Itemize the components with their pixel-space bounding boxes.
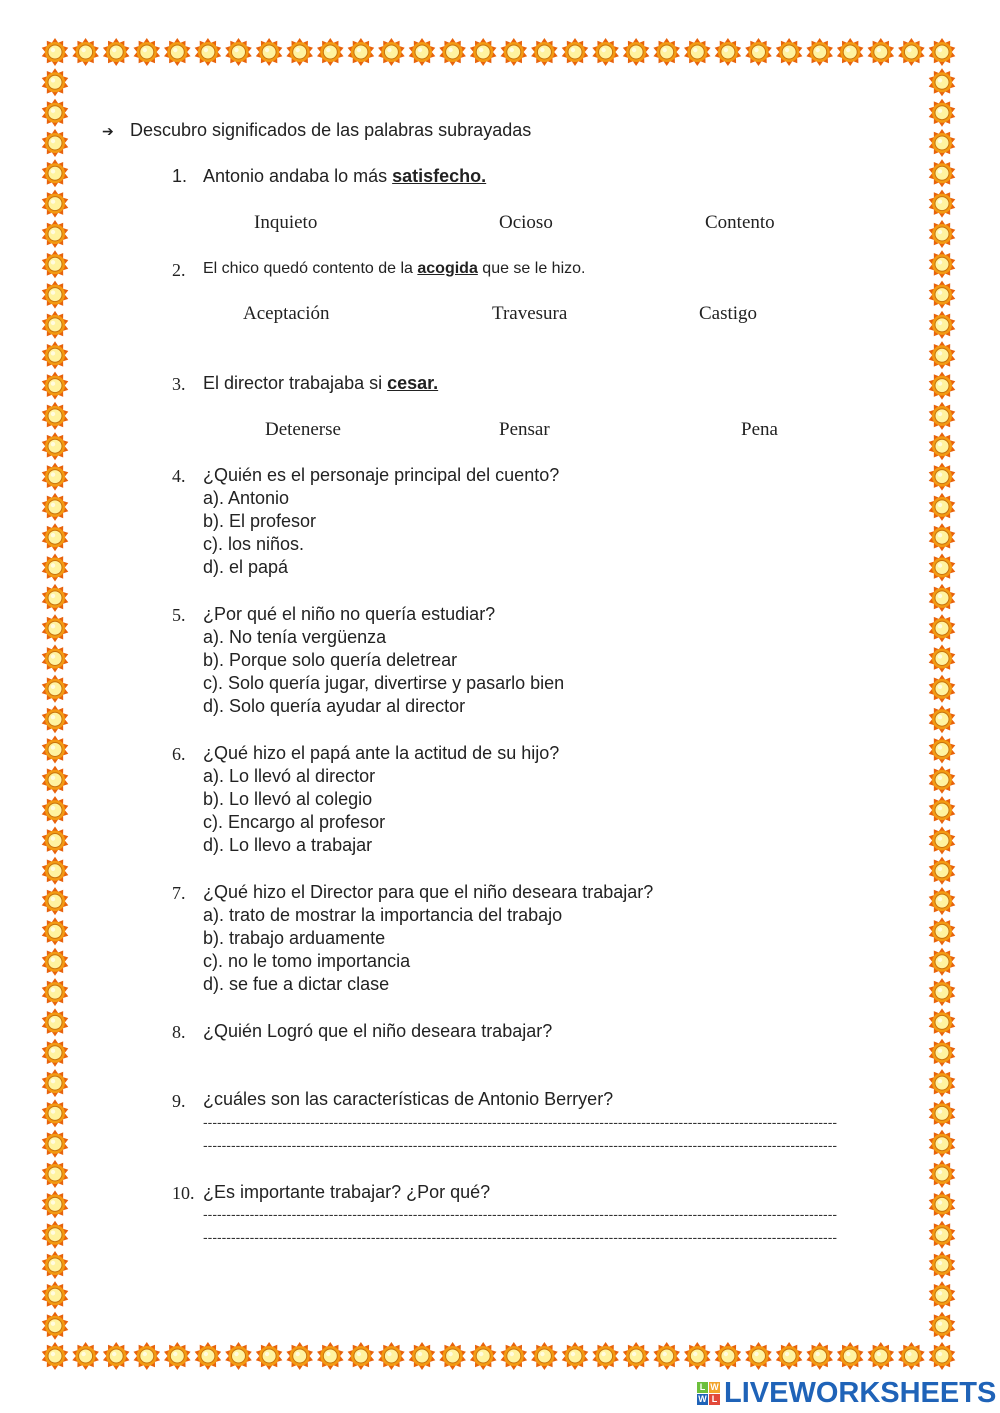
sun-icon <box>378 38 405 66</box>
sun-icon <box>42 1130 69 1158</box>
liveworksheets-logo[interactable] <box>697 1378 996 1408</box>
sun-icon <box>929 857 956 885</box>
sun-icon <box>929 796 956 824</box>
sun-icon <box>592 1342 619 1370</box>
answer-line: ---------------------------------------------------------------------------------------------------------------------------------------- <box>203 1229 838 1245</box>
sun-icon <box>592 38 619 66</box>
underlined-word: cesar. <box>387 373 439 393</box>
answer-option: a). No tenía vergüenza <box>203 627 387 647</box>
answer-option: c). los niños. <box>203 534 305 554</box>
sun-icon <box>103 38 130 66</box>
sun-icon <box>42 281 69 309</box>
answer-option: b). Lo llevó al colegio <box>203 789 373 809</box>
sun-icon <box>42 1160 69 1188</box>
sun-icon <box>134 38 161 66</box>
sun-icon <box>164 38 191 66</box>
sun-icon <box>868 1342 895 1370</box>
sun-icon <box>929 736 956 764</box>
sun-icon <box>42 857 69 885</box>
sun-icon <box>929 917 956 945</box>
option: Travesura <box>492 303 568 324</box>
sun-icon <box>317 38 344 66</box>
sun-icon <box>42 129 69 157</box>
sun-icon <box>195 38 222 66</box>
sun-icon <box>929 341 956 369</box>
question-text: ¿Por qué el niño no quería estudiar? <box>203 604 496 624</box>
sun-icon <box>103 1342 130 1370</box>
sun-icon <box>72 1342 99 1370</box>
option: Aceptación <box>243 303 330 324</box>
sun-icon <box>715 38 742 66</box>
logo-mark-icon: L W W L <box>698 1381 719 1404</box>
sun-icon <box>806 38 833 66</box>
sun-icon <box>623 38 650 66</box>
answer-line: ---------------------------------------------------------------------------------------------------------------------------------------- <box>203 1114 838 1130</box>
sun-icon <box>929 250 956 278</box>
option: Inquieto <box>254 212 318 233</box>
sun-icon <box>929 584 956 612</box>
underlined-word: acogida <box>417 260 478 277</box>
answer-option: c). Encargo al profesor <box>203 812 386 832</box>
question-text: El director trabajaba si cesar. <box>203 373 439 393</box>
sun-icon <box>929 463 956 491</box>
sun-icon <box>42 1099 69 1127</box>
answer-option: b). Porque solo quería deletrear <box>203 650 458 670</box>
sun-icon <box>409 38 436 66</box>
sun-icon <box>286 38 313 66</box>
sun-icon <box>42 645 69 673</box>
sun-icon <box>653 38 680 66</box>
option: Pena <box>741 419 778 440</box>
sun-icon <box>929 887 956 915</box>
sun-icon <box>562 1342 589 1370</box>
sun-icon <box>42 614 69 642</box>
sun-icon <box>42 796 69 824</box>
answer-line: ---------------------------------------------------------------------------------------------------------------------------------------- <box>203 1206 838 1222</box>
question-number: 10. <box>172 1183 195 1203</box>
question-number: 8. <box>172 1022 186 1042</box>
sun-icon <box>929 432 956 460</box>
sun-icon <box>868 38 895 66</box>
sun-icon <box>776 1342 803 1370</box>
answer-option: a). Antonio <box>203 488 290 508</box>
sun-icon <box>929 190 956 218</box>
sun-icon <box>72 38 99 66</box>
answer-option: d). se fue a dictar clase <box>203 974 390 994</box>
question-text: ¿cuáles son las características de Antonio Berryer? <box>203 1089 614 1109</box>
sun-icon <box>653 1342 680 1370</box>
answer-option: c). no le tomo importancia <box>203 951 411 971</box>
sun-icon <box>42 766 69 794</box>
sun-icon <box>42 159 69 187</box>
sun-icon <box>929 1130 956 1158</box>
sun-icon <box>42 675 69 703</box>
sun-icon <box>42 523 69 551</box>
sun-icon <box>42 584 69 612</box>
sun-icon <box>929 948 956 976</box>
sun-icon <box>256 1342 283 1370</box>
sun-icon <box>317 1342 344 1370</box>
sun-icon <box>42 887 69 915</box>
sun-icon <box>929 372 956 400</box>
sun-icon <box>745 1342 772 1370</box>
sun-icon <box>806 1342 833 1370</box>
question-text: ¿Qué hizo el papá ante la actitud de su hijo? <box>203 743 560 763</box>
question-text: ¿Qué hizo el Director para que el niño deseara trabajar? <box>203 882 654 902</box>
sun-icon <box>929 1160 956 1188</box>
option: Pensar <box>499 419 550 440</box>
sun-icon <box>898 1342 925 1370</box>
sun-icon <box>929 1251 956 1279</box>
sun-icon <box>501 1342 528 1370</box>
sun-icon <box>42 220 69 248</box>
question-number: 5. <box>172 605 186 625</box>
sun-icon <box>42 1221 69 1249</box>
sun-icon <box>929 645 956 673</box>
sun-icon <box>225 1342 252 1370</box>
sun-icon <box>42 1342 69 1370</box>
answer-option: b). trabajo arduamente <box>203 928 386 948</box>
answer-option: d). Solo quería ayudar al director <box>203 696 466 716</box>
sun-icon <box>929 614 956 642</box>
sun-icon <box>929 675 956 703</box>
sun-icon <box>42 1312 69 1340</box>
sun-icon <box>929 68 956 96</box>
sun-icon <box>439 1342 466 1370</box>
question-number: 6. <box>172 744 186 764</box>
sun-icon <box>929 159 956 187</box>
sun-icon <box>837 1342 864 1370</box>
sun-icon <box>929 281 956 309</box>
sun-icon <box>225 38 252 66</box>
sun-icon <box>531 1342 558 1370</box>
sun-icon <box>42 736 69 764</box>
sun-icon <box>929 1069 956 1097</box>
sun-icon <box>929 1008 956 1036</box>
sun-icon <box>42 1008 69 1036</box>
answer-line: ---------------------------------------------------------------------------------------------------------------------------------------- <box>203 1137 838 1153</box>
answer-option: a). Lo llevó al director <box>203 766 376 786</box>
sun-icon <box>929 220 956 248</box>
sun-icon <box>929 1039 956 1067</box>
sun-icon <box>929 1342 956 1370</box>
sun-icon <box>348 1342 375 1370</box>
question-text: ¿Es importante trabajar? ¿Por qué? <box>203 1182 491 1202</box>
sun-icon <box>929 1221 956 1249</box>
sun-icon <box>470 1342 497 1370</box>
sun-icon <box>929 1190 956 1218</box>
sun-icon <box>929 1281 956 1309</box>
sun-icon <box>42 190 69 218</box>
sun-icon <box>42 99 69 127</box>
underlined-word: satisfecho. <box>392 166 487 186</box>
question-number: 3. <box>172 374 186 394</box>
question-number: 4. <box>172 466 186 486</box>
sun-icon <box>42 68 69 96</box>
sun-icon <box>837 38 864 66</box>
sun-icon <box>929 402 956 430</box>
question-text: Antonio andaba lo más satisfecho. <box>203 166 487 186</box>
sun-icon <box>470 38 497 66</box>
sun-icon <box>42 948 69 976</box>
sun-icon <box>623 1342 650 1370</box>
answer-option: c). Solo quería jugar, divertirse y pasarlo bien <box>203 673 565 693</box>
question-text: El chico quedó contento de la acogida que se le hizo. <box>203 260 586 277</box>
sun-icon <box>42 341 69 369</box>
sun-icon <box>42 432 69 460</box>
sun-icon <box>42 1039 69 1067</box>
sun-icon <box>501 38 528 66</box>
sun-icon <box>42 38 69 66</box>
question-number: 7. <box>172 883 186 903</box>
option: Detenerse <box>265 419 341 440</box>
sun-icon <box>42 917 69 945</box>
sun-icon <box>42 827 69 855</box>
sun-icon <box>409 1342 436 1370</box>
sun-icon <box>42 1251 69 1279</box>
sun-icon <box>684 1342 711 1370</box>
sun-icon <box>42 554 69 582</box>
sun-icon <box>348 38 375 66</box>
sun-icon <box>42 463 69 491</box>
sun-icon <box>42 311 69 339</box>
sun-icon <box>42 705 69 733</box>
sun-icon <box>929 1312 956 1340</box>
question-text: ¿Quién es el personaje principal del cuento? <box>203 465 560 485</box>
sun-icon <box>42 493 69 521</box>
answer-option: a). trato de mostrar la importancia del trabajo <box>203 905 563 925</box>
question-number: 2. <box>172 260 186 280</box>
sun-icon <box>929 827 956 855</box>
sun-icon <box>42 250 69 278</box>
sun-icon <box>929 1099 956 1127</box>
sun-icon <box>929 705 956 733</box>
sun-icon <box>42 1069 69 1097</box>
option: Castigo <box>699 303 758 324</box>
sun-icon <box>42 978 69 1006</box>
sun-icon <box>929 38 956 66</box>
sun-icon <box>929 99 956 127</box>
sun-icon <box>898 38 925 66</box>
sun-icon <box>256 38 283 66</box>
instruction-heading: ➔ Descubro significados de las palabras subrayadas <box>102 120 532 140</box>
sun-icon <box>929 129 956 157</box>
sun-icon <box>378 1342 405 1370</box>
sun-icon <box>42 372 69 400</box>
sun-icon <box>531 38 558 66</box>
sun-icon <box>195 1342 222 1370</box>
option: Contento <box>705 212 775 233</box>
sun-icon <box>42 402 69 430</box>
sun-icon <box>562 38 589 66</box>
sun-icon <box>134 1342 161 1370</box>
sun-icon <box>929 554 956 582</box>
logo-text: LIVEWORKSHEETS <box>724 1376 997 1409</box>
sun-icon <box>929 311 956 339</box>
answer-option: d). el papá <box>203 557 289 577</box>
answer-option: b). El profesor <box>203 511 317 531</box>
sun-icon <box>929 766 956 794</box>
sun-icon <box>929 523 956 551</box>
sun-icon <box>715 1342 742 1370</box>
sun-icon <box>745 38 772 66</box>
option: Ocioso <box>499 212 553 233</box>
sun-icon <box>929 493 956 521</box>
question-number: 9. <box>172 1091 186 1111</box>
sun-icon <box>164 1342 191 1370</box>
sun-icon <box>439 38 466 66</box>
sun-icon <box>684 38 711 66</box>
sun-icon <box>776 38 803 66</box>
answer-option: d). Lo llevo a trabajar <box>203 835 373 855</box>
sun-icon <box>42 1190 69 1218</box>
sun-icon <box>286 1342 313 1370</box>
question-number: 1. <box>172 166 188 186</box>
question-text: ¿Quién Logró que el niño deseara trabajar? <box>203 1021 553 1041</box>
arrow-bullet-icon: ➔ <box>102 123 114 139</box>
sun-icon <box>42 1281 69 1309</box>
sun-icon <box>929 978 956 1006</box>
